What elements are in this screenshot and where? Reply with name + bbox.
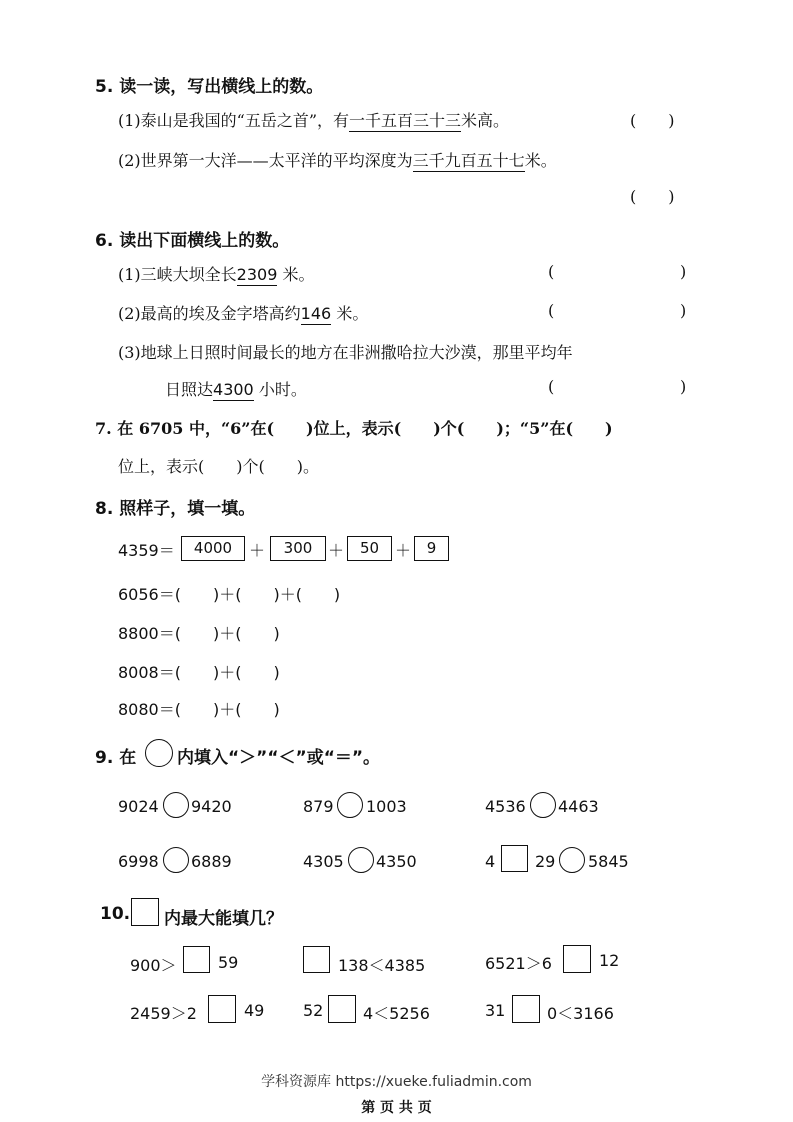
q8-row-8008[interactable]: 8008＝( )＋( ): [118, 663, 280, 682]
q10-item6-box[interactable]: [512, 995, 540, 1023]
q9-item3-b: 4463: [558, 797, 599, 816]
q9-item5-circle[interactable]: [348, 847, 374, 873]
q5-item2-post: 米。: [524, 151, 557, 170]
q6-item3-post: 小时。: [258, 380, 307, 399]
footer-page: 第 页 共 页: [361, 1100, 432, 1116]
q5-item2: [118, 148, 557, 171]
q8-plus-3: ＋: [395, 541, 412, 560]
q6-item2-right-paren[interactable]: ): [680, 301, 687, 320]
q10-item4-a: 2459＞2: [130, 1004, 197, 1023]
q10-item1-a: 900＞: [130, 956, 177, 975]
q6-item1-pre: (1)三峡大坝全长: [118, 265, 237, 284]
q8-plus-1: ＋: [249, 541, 266, 560]
q9-item1-a: 9024: [118, 797, 159, 816]
q9-item3-a: 4536: [485, 797, 526, 816]
q5-item1-underlined: 一千五百三十三: [349, 111, 462, 130]
q6-item2-number: 146: [300, 304, 332, 323]
q10-item4-b: 49: [244, 1001, 265, 1020]
q9-item6-a: 4: [485, 852, 496, 871]
q8-row-8080[interactable]: 8080＝( )＋( ): [118, 700, 280, 719]
q5-item2-underlined: 三千九百五十七: [412, 151, 525, 170]
q6-item3-line1: (3)地球上日照时间最长的地方在非洲撒哈拉大沙漠，那里平均年: [118, 343, 573, 362]
q6-item2-post: 米。: [336, 304, 369, 323]
q6-item1-post: 米。: [282, 265, 315, 284]
q9-item6-b: 5845: [588, 852, 629, 871]
q5-item1-pre: (1)泰山是我国的“五岳之首”，有: [118, 111, 350, 130]
q9-item5-a: 4305: [303, 852, 344, 871]
q10-item1-box[interactable]: [183, 946, 210, 973]
q5-item2-pre: (2)世界第一大洋——太平洋的平均深度为: [118, 151, 413, 170]
q9-item1-b: 9420: [191, 797, 232, 816]
q8-example-box-tens: 50: [347, 536, 392, 561]
q8-example-box-hundreds: 300: [270, 536, 326, 561]
q10-item5-box[interactable]: [328, 995, 356, 1023]
q6-item1-left-paren[interactable]: (: [548, 262, 555, 281]
q9-title-post: 内填入“＞”“＜”或“＝”。: [177, 748, 381, 768]
q6-item1-right-paren[interactable]: ): [680, 262, 687, 281]
q10-item3-box[interactable]: [563, 945, 591, 973]
q9-item1-circle[interactable]: [163, 792, 189, 818]
q9-item2-circle[interactable]: [337, 792, 363, 818]
q7-line2[interactable]: 位上，表示( )个( )。: [118, 457, 319, 476]
q10-item3-b: 12: [599, 951, 620, 970]
q9-item4-a: 6998: [118, 852, 159, 871]
q5-item1: [118, 108, 509, 131]
q5-item2-answer[interactable]: ( ): [630, 187, 675, 206]
q6-item3-right-paren[interactable]: ): [680, 377, 687, 396]
q10-item3-a: 6521＞6: [485, 954, 552, 973]
q10-title-pre: 10.: [100, 904, 131, 924]
q8-row-8800[interactable]: 8800＝( )＋( ): [118, 624, 280, 643]
q9-item5-b: 4350: [376, 852, 417, 871]
q10-item4-box[interactable]: [208, 995, 236, 1023]
q6-item2-left-paren[interactable]: (: [548, 301, 555, 320]
q6-item3-pre: 日照达: [165, 380, 214, 399]
q6-item2-pre: (2)最高的埃及金字塔高约: [118, 304, 301, 323]
q10-item2-box[interactable]: [303, 946, 330, 973]
q10-item6-b: 0＜3166: [547, 1004, 614, 1023]
q6-item1: [118, 262, 315, 285]
q9-item4-b: 6889: [191, 852, 232, 871]
q9-title-pre: 9. 在: [95, 748, 137, 768]
q7-line1[interactable]: 7. 在 6705 中，“6”在( )位上，表示( )个( )；“5”在( ): [95, 419, 613, 438]
q10-item5-b: 4＜5256: [363, 1004, 430, 1023]
q8-title: 8. 照样子，填一填。: [95, 499, 256, 519]
footer-source: 学科资源库 https://xueke.fuliadmin.com: [261, 1074, 532, 1090]
q10-title-post: 内最大能填几？: [164, 909, 283, 929]
q6-item3-number: 4300: [213, 380, 254, 399]
q5-item1-answer[interactable]: ( ): [630, 111, 675, 130]
q5-title: 5. 读一读，写出横线上的数。: [95, 77, 324, 97]
q9-item2-b: 1003: [366, 797, 407, 816]
q6-item3-line2: [165, 377, 307, 400]
q9-item2-a: 879: [303, 797, 334, 816]
q9-item4-circle[interactable]: [163, 847, 189, 873]
q9-item6-mid: 29: [535, 852, 556, 871]
q10-item6-a: 31: [485, 1001, 506, 1020]
q8-plus-2: ＋: [328, 541, 345, 560]
q9-item6-circle[interactable]: [559, 847, 585, 873]
q8-example-box-thousands: 4000: [181, 536, 245, 561]
q6-title: 6. 读出下面横线上的数。: [95, 231, 290, 251]
q8-example-lhs: 4359＝: [118, 541, 175, 560]
circle-icon: [145, 739, 173, 767]
q10-item5-a: 52: [303, 1001, 324, 1020]
q8-example-box-ones: 9: [414, 536, 449, 561]
q5-item1-post: 米高。: [461, 111, 510, 130]
q10-item2-b: 138＜4385: [338, 956, 426, 975]
q10-item1-b: 59: [218, 953, 239, 972]
q6-item2: [118, 301, 368, 324]
q9-item3-circle[interactable]: [530, 792, 556, 818]
square-icon: [131, 898, 159, 926]
q6-item3-left-paren[interactable]: (: [548, 377, 555, 396]
q9-item6-digit-box[interactable]: [501, 845, 528, 872]
q6-item1-number: 2309: [236, 265, 278, 284]
q8-row-6056[interactable]: 6056＝( )＋( )＋( ): [118, 585, 341, 604]
